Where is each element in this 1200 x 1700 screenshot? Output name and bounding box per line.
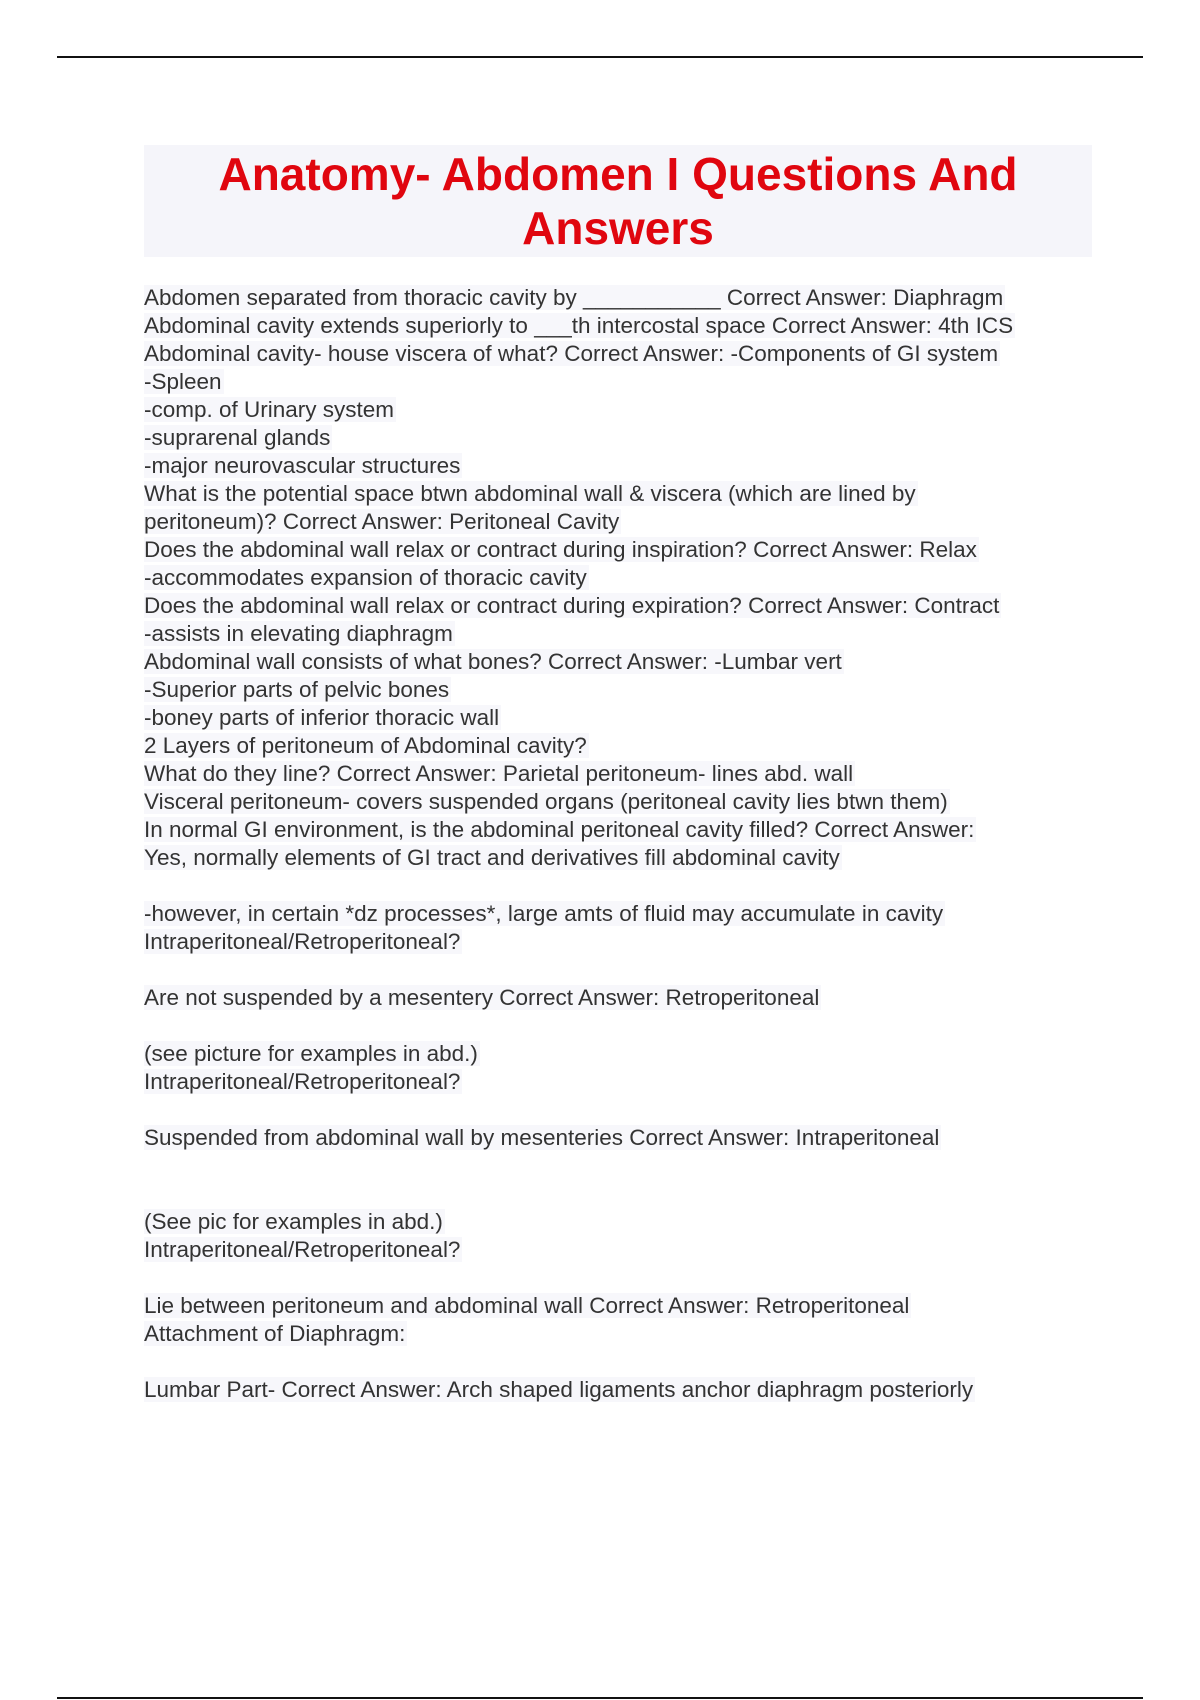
text-line (144, 676, 1104, 704)
text-line (144, 508, 1104, 536)
text-line (144, 396, 1104, 424)
text-line-content: In normal GI environment, is the abdominal peritoneal cavity filled? Correct Answer: (144, 817, 975, 842)
blank-line (144, 1012, 1104, 1040)
text-line-content: -accommodates expansion of thoracic cavity (144, 565, 587, 590)
blank-line (144, 1264, 1104, 1292)
text-line-content: What is the potential space btwn abdominal wall & viscera (which are lined by (144, 481, 916, 506)
text-line-content: Does the abdominal wall relax or contract during expiration? Correct Answer: Contract (144, 593, 1000, 618)
text-line-content: Abdominal cavity extends superiorly to ___th intercostal space Correct Answer: 4th ICS (144, 313, 1014, 338)
text-line-content: Are not suspended by a mesentery Correct Answer: Retroperitoneal (144, 985, 820, 1010)
text-line (144, 900, 1104, 928)
blank-line (144, 872, 1104, 900)
text-line (144, 620, 1104, 648)
text-line-content: Abdomen separated from thoracic cavity by ___________ Correct Answer: Diaphragm (144, 285, 1004, 310)
text-line (144, 732, 1104, 760)
text-line (144, 984, 1104, 1012)
text-line-content: -Spleen (144, 369, 222, 394)
text-line (144, 788, 1104, 816)
text-line (144, 1040, 1104, 1068)
text-line (144, 480, 1104, 508)
text-line-content: -boney parts of inferior thoracic wall (144, 705, 500, 730)
text-line-content: What do they line? Correct Answer: Parietal peritoneum- lines abd. wall (144, 761, 854, 786)
text-line (144, 592, 1104, 620)
text-line-content: Does the abdominal wall relax or contract during inspiration? Correct Answer: Relax (144, 537, 977, 562)
text-line-content: -Superior parts of pelvic bones (144, 677, 450, 702)
page-title: Anatomy- Abdomen I Questions And Answers (218, 148, 1018, 254)
text-line-content: Attachment of Diaphragm: (144, 1321, 406, 1346)
text-line (144, 312, 1104, 340)
text-line (144, 928, 1104, 956)
text-line-content: Intraperitoneal/Retroperitoneal? (144, 1069, 461, 1094)
text-line (144, 1208, 1104, 1236)
text-line-content: -suprarenal glands (144, 425, 331, 450)
blank-line (144, 1348, 1104, 1376)
text-line-content: peritoneum)? Correct Answer: Peritoneal Cavity (144, 509, 620, 534)
blank-line (144, 956, 1104, 984)
title-banner (144, 145, 1092, 257)
text-line (144, 564, 1104, 592)
text-line (144, 1320, 1104, 1348)
text-line (144, 816, 1104, 844)
text-line (144, 284, 1104, 312)
top-rule (57, 56, 1143, 58)
text-line (144, 1236, 1104, 1264)
text-line-content: Yes, normally elements of GI tract and derivatives fill abdominal cavity (144, 845, 840, 870)
text-line-content: -major neurovascular structures (144, 453, 461, 478)
text-line-content: Intraperitoneal/Retroperitoneal? (144, 929, 461, 954)
blank-line (144, 1152, 1104, 1180)
text-line (144, 452, 1104, 480)
text-line (144, 340, 1104, 368)
bottom-rule (57, 1697, 1143, 1699)
text-line (144, 1068, 1104, 1096)
text-line-content: Intraperitoneal/Retroperitoneal? (144, 1237, 461, 1262)
text-line (144, 368, 1104, 396)
text-line (144, 424, 1104, 452)
text-line-content: (See pic for examples in abd.) (144, 1209, 443, 1234)
text-line-content: Lumbar Part- Correct Answer: Arch shaped ligaments anchor diaphragm posteriorly (144, 1377, 974, 1402)
text-line (144, 1124, 1104, 1152)
document-body (144, 284, 1104, 1404)
blank-line (144, 1096, 1104, 1124)
text-line (144, 704, 1104, 732)
text-line (144, 536, 1104, 564)
text-line-content: Visceral peritoneum- covers suspended organs (peritoneal cavity lies btwn them) (144, 789, 948, 814)
text-line-content: Abdominal wall consists of what bones? Correct Answer: -Lumbar vert (144, 649, 842, 674)
blank-line (144, 1180, 1104, 1208)
text-line-content: Abdominal cavity- house viscera of what? Correct Answer: -Components of GI system (144, 341, 999, 366)
text-line (144, 760, 1104, 788)
text-line-content: Suspended from abdominal wall by mesenteries Correct Answer: Intraperitoneal (144, 1125, 940, 1150)
text-line-content: -comp. of Urinary system (144, 397, 395, 422)
text-line-content: (see picture for examples in abd.) (144, 1041, 478, 1066)
text-line (144, 1292, 1104, 1320)
text-line (144, 648, 1104, 676)
text-line (144, 1376, 1104, 1404)
text-line-content: -however, in certain *dz processes*, large amts of fluid may accumulate in cavity (144, 901, 944, 926)
text-line-content: -assists in elevating diaphragm (144, 621, 453, 646)
text-line (144, 844, 1104, 872)
text-line-content: 2 Layers of peritoneum of Abdominal cavity? (144, 733, 587, 758)
text-line-content: Lie between peritoneum and abdominal wall Correct Answer: Retroperitoneal (144, 1293, 910, 1318)
